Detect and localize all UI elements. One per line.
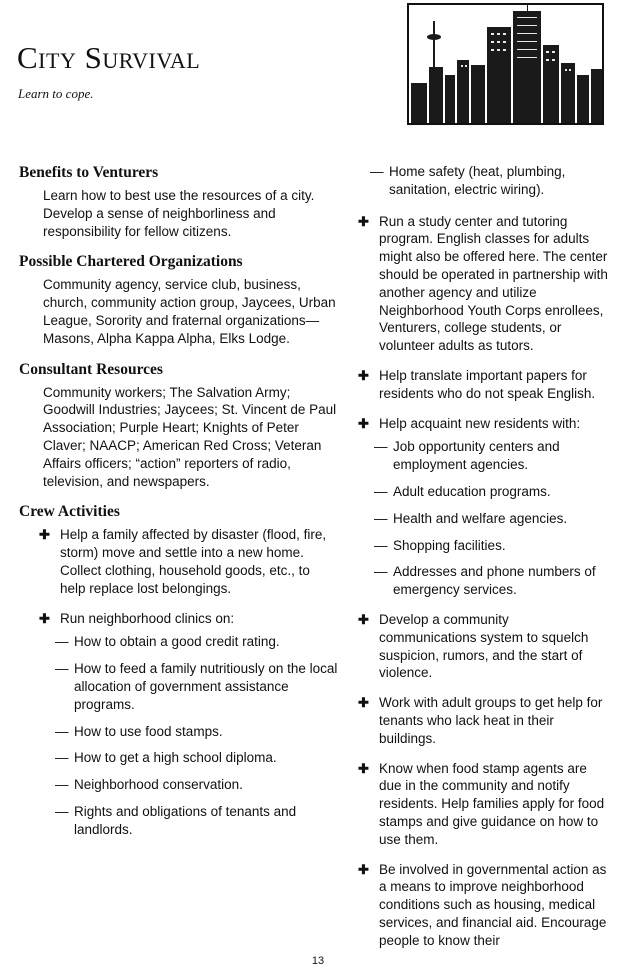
crew-activities-heading: Crew Activities — [19, 503, 120, 521]
crew-item-text: Be involved in governmental action as a means to improve neighborhood conditions such as housing, medical services, and financial aid. Encourage people to know their — [379, 861, 607, 948]
crew-item-text: Develop a community communications system to squelch suspicion, rumors, and the start of violence. — [379, 611, 589, 681]
sub-item-text: How to get a high school diploma. — [74, 750, 277, 766]
sub-item-text: Shopping facilities. — [393, 537, 506, 553]
sub-item — [55, 660, 339, 713]
list-item — [37, 610, 339, 628]
crew-item-text: Help a family affected by disaster (flood, fire, storm) move and settle into a new home. Collect clothing, household goods, etc., to help replace lost belongings. — [60, 527, 327, 596]
crew-item-text: Work with adult groups to get help for tenants who lack heat in their buildings. — [379, 695, 603, 746]
dash-bullet: — — [55, 634, 69, 650]
crew-activities-list — [37, 526, 339, 838]
list-item — [356, 694, 610, 747]
sub-item — [374, 438, 610, 474]
organizations-text: Community agency, service club, business, church, community action group, Jaycees, Urban League, Sorority and fraternal organizations—Masons, Alpha Kappa Alpha, Elks Lodge. — [43, 277, 336, 346]
cross-bullet-icon: ✚ — [358, 415, 369, 431]
sub-item-text: Addresses and phone numbers of emergency services. — [393, 564, 596, 598]
dash-bullet: — — [55, 723, 69, 739]
cross-bullet-icon: ✚ — [358, 367, 369, 383]
sub-item-text: Job opportunity centers and employment agencies. — [393, 439, 560, 473]
dash-bullet: — — [374, 537, 388, 553]
cross-bullet-icon: ✚ — [358, 611, 369, 627]
sub-item-text: Home safety (heat, plumbing, sanitation, electric wiring). — [389, 164, 566, 197]
consultants-text: Community workers; The Salvation Army; Goodwill Industries; Jaycees; St. Vincent de Paul Association; Purple Heart; Knights of Peter Claver; NAACP; American Red Cross; Veteran Affairs officers; “action” reporters of radio, television, and newspapers. — [43, 384, 337, 489]
city-skyline-illustration — [407, 3, 604, 125]
crew-item-text: Run neighborhood clinics on: — [60, 610, 235, 626]
list-item — [356, 213, 610, 355]
sub-item-text: Health and welfare agencies. — [393, 510, 568, 526]
dash-bullet: — — [55, 777, 69, 793]
crew-item-text: Know when food stamp agents are due in the community and notify residents. Help families apply for food stamps and give guidance on how to use them. — [379, 760, 605, 847]
sub-item-text: How to obtain a good credit rating. — [74, 634, 280, 650]
dash-bullet: — — [374, 483, 388, 499]
list-item — [37, 526, 339, 597]
skyline-drawing — [409, 5, 602, 123]
dash-bullet: — — [55, 661, 69, 677]
list-item — [356, 760, 610, 849]
page-number: 13 — [311, 955, 325, 967]
organizations-heading: Possible Chartered Organizations — [19, 253, 243, 271]
crew-item-text: Help translate important papers for residents who do not speak English. — [379, 367, 596, 401]
sub-item-text: How to feed a family nutritiously on the local allocation of government assistance programs. — [74, 661, 338, 712]
crew-item-text: Help acquaint new residents with: — [379, 415, 581, 431]
sub-item — [374, 537, 610, 555]
dash-bullet: — — [374, 439, 388, 455]
sub-item-text: Rights and obligations of tenants and landlords. — [74, 803, 297, 837]
sub-item — [374, 483, 610, 501]
cross-bullet-icon: ✚ — [358, 760, 369, 776]
dash-bullet: — — [55, 803, 69, 819]
sub-item — [55, 776, 339, 794]
sub-item — [55, 749, 339, 767]
page-title: City Survival — [17, 40, 201, 75]
left-column — [19, 163, 339, 848]
cross-bullet-icon: ✚ — [358, 213, 369, 229]
page-subtitle: Learn to cope. — [18, 86, 94, 101]
sub-item — [374, 510, 610, 528]
sub-item-text: How to use food stamps. — [74, 723, 223, 739]
cross-bullet-icon: ✚ — [358, 861, 369, 877]
sub-item — [55, 723, 339, 741]
list-item — [356, 611, 610, 682]
list-item — [356, 367, 610, 403]
dash-bullet: — — [370, 164, 384, 179]
sub-item — [55, 803, 339, 839]
benefits-text: Learn how to best use the resources of a city. Develop a sense of neighborliness and responsibility for fellow citizens. — [43, 188, 315, 239]
cross-bullet-icon: ✚ — [358, 695, 369, 711]
consultants-heading: Consultant Resources — [19, 360, 163, 378]
benefits-heading: Benefits to Venturers — [19, 164, 159, 181]
sub-item — [370, 163, 610, 199]
sub-item-text: Adult education programs. — [393, 483, 551, 499]
cross-bullet-icon: ✚ — [39, 610, 50, 626]
right-column — [356, 163, 610, 961]
sub-item-text: Neighborhood conservation. — [74, 777, 243, 793]
sub-item — [374, 563, 610, 599]
dash-bullet: — — [55, 750, 69, 766]
crew-item-text: Run a study center and tutoring program. English classes for adults might also be offered here. The center should be operated in partnership with another agency and utilize Neighborhood Youth Corps enrollees, Venturers, college students, or volunteer adults as tutors. — [379, 213, 608, 354]
list-item — [356, 415, 610, 433]
dash-bullet: — — [374, 510, 388, 526]
sub-item — [55, 633, 339, 651]
cross-bullet-icon: ✚ — [39, 527, 50, 543]
dash-bullet: — — [374, 564, 388, 580]
list-item — [356, 861, 610, 950]
